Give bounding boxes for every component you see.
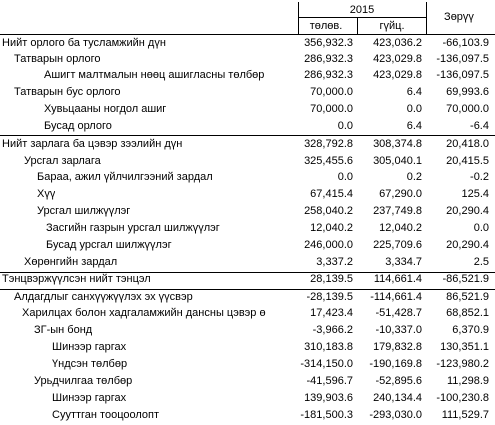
- row-value-zoruu: -136,097.5: [436, 69, 489, 81]
- row-value-zoruu: 20,418.0: [446, 138, 489, 150]
- row-value-tolov: -314,150.0: [300, 358, 353, 370]
- row-value-zoruu: -136,097.5: [436, 53, 489, 65]
- row-value-guits: 114,661.4: [373, 273, 422, 285]
- row-value-tolov: 3,337.2: [316, 256, 353, 268]
- row-value-zoruu: 111,529.7: [441, 409, 489, 421]
- row-value-tolov: 0.0: [337, 120, 353, 132]
- table-row: [0, 188, 495, 204]
- row-value-zoruu: 20,415.5: [446, 155, 489, 167]
- table-row: [0, 53, 495, 69]
- table-row: [0, 239, 495, 255]
- row-value-zoruu: 86,521.9: [446, 291, 489, 303]
- row-label: Нийт зарлага ба цэвэр зээлийн дүн: [2, 138, 183, 150]
- row-value-zoruu: -0.2: [470, 171, 489, 183]
- row-value-tolov: 258,040.2: [304, 205, 353, 217]
- row-value-guits: -51,428.7: [375, 307, 422, 319]
- table-row: [0, 103, 495, 119]
- row-value-zoruu: 6,370.9: [452, 324, 489, 336]
- table-row: [0, 341, 495, 357]
- row-label: Татварын орлого: [14, 53, 101, 65]
- row-value-guits: -114,661.4: [370, 291, 422, 303]
- row-value-tolov: 139,903.6: [304, 392, 353, 404]
- table-row: [0, 307, 495, 323]
- row-value-tolov: -3,966.2: [312, 324, 353, 336]
- row-label: Бараа, ажил үйлчилгээний зардал: [37, 171, 213, 183]
- row-value-guits: 0.0: [406, 103, 422, 115]
- row-value-tolov: 28,139.5: [310, 273, 353, 285]
- row-value-zoruu: 20,290.4: [446, 205, 489, 217]
- row-value-guits: 423,029.8: [373, 69, 422, 81]
- row-value-tolov: 286,932.3: [304, 53, 353, 65]
- row-value-guits: -52,895.6: [375, 375, 422, 387]
- header-rule-right: [426, 2, 427, 35]
- table-row: [0, 358, 495, 374]
- row-value-tolov: 310,183.8: [304, 341, 353, 353]
- row-value-tolov: 17,423.4: [310, 307, 353, 319]
- row-value-tolov: 70,000.0: [310, 86, 353, 98]
- row-value-zoruu: 130,351.1: [440, 341, 489, 353]
- table-row: [0, 120, 495, 136]
- row-value-guits: 67,290.0: [379, 188, 422, 200]
- row-value-guits: 308,374.8: [373, 138, 422, 150]
- row-label: ЗГ-ын бонд: [34, 324, 93, 336]
- row-label: Урьдчилгаа төлбөр: [34, 375, 133, 387]
- row-label: Хүү: [37, 188, 56, 200]
- row-label: Бусад урсгал шилжүүлэг: [46, 239, 172, 251]
- row-value-guits: 6.4: [406, 86, 422, 98]
- row-value-zoruu: -66,103.9: [442, 37, 489, 49]
- table-row: [0, 155, 495, 171]
- row-label: Сууттган тооцоолопт: [52, 409, 160, 421]
- table-row: [0, 256, 495, 272]
- row-label: Ашигт малтмалын нөөц ашигласны төлбөр: [44, 69, 265, 81]
- row-value-tolov: 67,415.4: [310, 188, 353, 200]
- row-label: Засгийн газрын урсгал шилжүүлэг: [46, 222, 220, 234]
- section-rule-financing: [0, 289, 495, 290]
- row-value-tolov: 70,000.0: [310, 103, 353, 115]
- row-label: Харилцах болон хадгаламжийн дансны цэвэр ө: [22, 307, 266, 319]
- header-col-zoruu: Зөрүү: [444, 11, 474, 23]
- table-row: [0, 205, 495, 221]
- row-value-zoruu: 70,000.0: [446, 103, 489, 115]
- row-value-zoruu: 2.5: [473, 256, 489, 268]
- row-value-guits: 12,040.2: [379, 222, 422, 234]
- row-value-zoruu: 68,852.1: [446, 307, 489, 319]
- row-value-zoruu: 125.4: [461, 188, 489, 200]
- row-value-guits: 237,749.8: [373, 205, 422, 217]
- row-label: Хөрөнгийн зардал: [24, 256, 118, 268]
- row-value-tolov: 328,792.8: [304, 138, 353, 150]
- row-value-guits: 240,134.4: [373, 392, 422, 404]
- row-value-guits: 0.2: [406, 171, 422, 183]
- row-value-zoruu: -100,230.8: [436, 392, 489, 404]
- header-year: 2015: [349, 4, 375, 16]
- table-row: [0, 392, 495, 408]
- row-value-zoruu: 69,993.6: [446, 86, 489, 98]
- table-row: [0, 69, 495, 85]
- row-label: Урсгал шилжүүлэг: [37, 205, 131, 217]
- row-value-zoruu: -6.4: [470, 120, 489, 132]
- row-value-guits: 305,040.1: [373, 155, 422, 167]
- row-label: Үндсэн төлбөр: [52, 358, 128, 370]
- table-row: [0, 138, 495, 154]
- row-value-tolov: -28,139.5: [306, 291, 353, 303]
- row-value-guits: 179,832.8: [373, 341, 422, 353]
- table-row: [0, 375, 495, 391]
- row-value-tolov: 0.0: [337, 171, 353, 183]
- table-row: [0, 291, 495, 307]
- header-bottom-rule: [0, 34, 495, 35]
- row-value-zoruu: 11,298.9: [446, 375, 489, 387]
- row-value-zoruu: 0.0: [473, 222, 489, 234]
- row-label: Нийт орлого ба тусламжийн дүн: [2, 37, 166, 49]
- row-value-guits: 6.4: [406, 120, 422, 132]
- row-value-guits: 3,334.7: [385, 256, 422, 268]
- table-row: [0, 409, 495, 425]
- header-rule-mid: [357, 18, 358, 35]
- table-row: [0, 37, 495, 53]
- table-row: [0, 171, 495, 187]
- row-label: Татварын бус орлого: [14, 86, 121, 98]
- row-value-tolov: 12,040.2: [310, 222, 353, 234]
- row-value-guits: -293,030.0: [369, 409, 422, 421]
- row-label: Хувьцааны ногдол ашиг: [44, 103, 167, 115]
- row-value-tolov: 246,000.0: [304, 239, 353, 251]
- row-value-guits: -10,337.0: [375, 324, 422, 336]
- row-value-tolov: 286,932.3: [304, 69, 353, 81]
- table-row: [0, 222, 495, 238]
- row-label: Урсгал зарлага: [24, 155, 101, 167]
- row-label: Шинээр гаргах: [52, 341, 127, 353]
- row-value-tolov: -41,596.7: [306, 375, 353, 387]
- table-row: [0, 86, 495, 102]
- header-col-guits: гүйц.: [379, 20, 405, 32]
- header-year-underline: [298, 17, 426, 18]
- row-value-guits: 423,029.8: [373, 53, 422, 65]
- row-value-zoruu: 20,290.4: [446, 239, 489, 251]
- row-label: Бусад орлого: [44, 120, 112, 132]
- row-value-zoruu: -86,521.9: [442, 273, 489, 285]
- row-label: Тэнцвэржүүлсэн нийт тэнцэл: [2, 273, 151, 285]
- row-value-zoruu: -123,980.2: [436, 358, 489, 370]
- row-value-guits: -190,169.8: [369, 358, 422, 370]
- row-label: Алдагдлыг санхүүжүүлэх эх үүсвэр: [14, 291, 193, 303]
- header-col-tolov: төлөв.: [309, 20, 343, 32]
- row-label: Шинээр гаргах: [52, 392, 127, 404]
- table-row: [0, 273, 495, 289]
- row-value-tolov: -181,500.3: [300, 409, 353, 421]
- table-row: [0, 324, 495, 340]
- row-value-tolov: 325,455.6: [304, 155, 353, 167]
- row-value-guits: 225,709.6: [373, 239, 422, 251]
- row-value-guits: 423,036.2: [373, 37, 422, 49]
- header-rule-left: [298, 2, 299, 35]
- row-value-tolov: 356,932.3: [304, 37, 353, 49]
